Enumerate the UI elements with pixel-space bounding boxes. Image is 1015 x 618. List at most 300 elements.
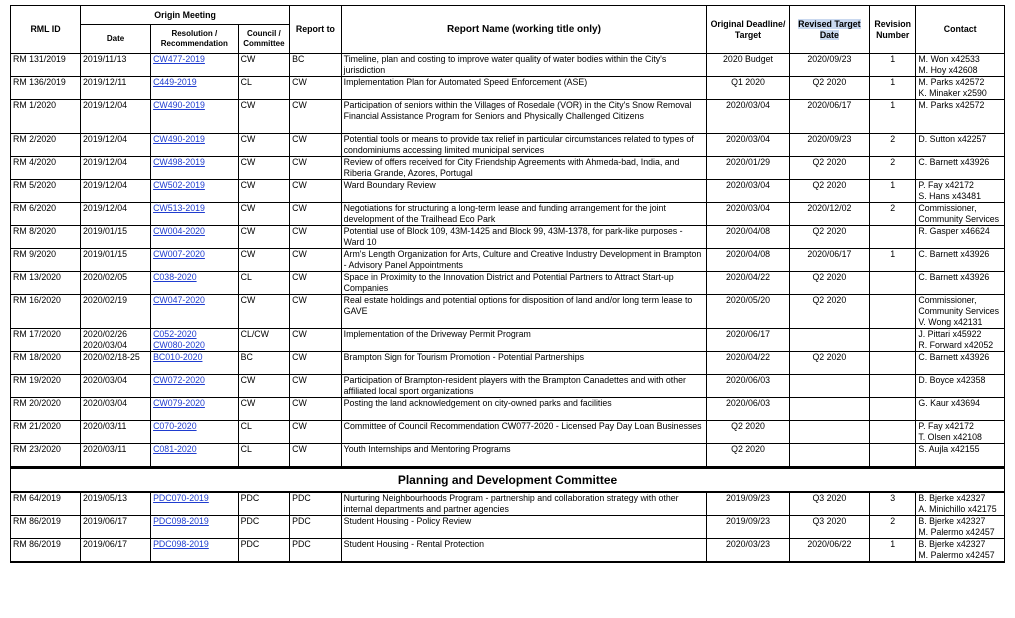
original-deadline-cell bbox=[707, 421, 789, 444]
revised-target-cell bbox=[789, 203, 869, 226]
header-report-name: Report Name (working title only) bbox=[341, 6, 707, 54]
table-body-planning bbox=[11, 492, 1005, 562]
revision-number-text: 1 bbox=[890, 180, 896, 190]
resolution-link[interactable]: C038-2020 bbox=[153, 272, 197, 282]
contact-text: R. Gasper x46624 bbox=[918, 226, 990, 236]
resolution-link[interactable]: BC010-2020 bbox=[153, 352, 203, 362]
contact-text: M. Palermo x42457 bbox=[918, 527, 995, 537]
rml-id-cell bbox=[11, 272, 81, 295]
table-row bbox=[11, 375, 1005, 398]
resolution-link[interactable]: PDC098-2019 bbox=[153, 539, 209, 549]
report-to-text: CW bbox=[292, 77, 307, 87]
date-text: 2019/01/15 bbox=[83, 226, 128, 236]
report-name-text: Posting the land acknowledgement on city-owned parks and facilities bbox=[343, 398, 612, 408]
contact-text: C. Barnett x43926 bbox=[918, 157, 990, 167]
rml-id-text: RM 23/2020 bbox=[13, 444, 61, 454]
council-committee-cell bbox=[238, 398, 290, 421]
revised-target-text: Q2 2020 bbox=[812, 226, 847, 236]
revised-target-cell bbox=[789, 54, 869, 77]
report-to-text: PDC bbox=[292, 493, 311, 503]
resolution-cell bbox=[151, 352, 239, 375]
resolution-cell bbox=[151, 203, 239, 226]
original-deadline-text: 2019/09/23 bbox=[725, 493, 770, 503]
report-to-text: CW bbox=[292, 272, 307, 282]
council-committee-text: CW bbox=[240, 398, 256, 408]
date-text: 2019/12/04 bbox=[83, 157, 128, 167]
rml-id-text: RM 86/2019 bbox=[13, 516, 61, 526]
original-deadline-text: 2020 Budget bbox=[723, 54, 773, 64]
resolution-link[interactable]: C070-2020 bbox=[153, 421, 197, 431]
report-name-cell bbox=[341, 329, 707, 352]
contact-text: M. Parks x42572 bbox=[918, 100, 985, 110]
report-name-cell bbox=[341, 539, 707, 563]
resolution-cell bbox=[151, 398, 239, 421]
report-name-text: Review of offers received for City Friendship Agreements with Ahmeda-bad, India, and Riberia Grande, Azores, Portugal bbox=[343, 157, 680, 178]
resolution-cell bbox=[151, 134, 239, 157]
contact-text: P. Fay x42172 bbox=[918, 421, 974, 431]
council-committee-cell bbox=[238, 329, 290, 352]
original-deadline-text: Q2 2020 bbox=[731, 421, 765, 431]
report-to-cell bbox=[290, 157, 342, 180]
contact-cell bbox=[916, 375, 1005, 398]
date-cell bbox=[81, 375, 151, 398]
council-committee-text: CL bbox=[240, 421, 252, 431]
report-tracking-table bbox=[10, 5, 1005, 563]
report-name-cell bbox=[341, 295, 707, 329]
resolution-link[interactable]: PDC098-2019 bbox=[153, 516, 209, 526]
revision-number-cell bbox=[870, 375, 916, 398]
revised-target-cell bbox=[789, 329, 869, 352]
resolution-link[interactable]: CW047-2020 bbox=[153, 295, 205, 305]
original-deadline-cell bbox=[707, 398, 789, 421]
revision-number-cell bbox=[870, 352, 916, 375]
date-cell bbox=[81, 203, 151, 226]
resolution-cell bbox=[151, 375, 239, 398]
original-deadline-cell bbox=[707, 375, 789, 398]
contact-text: V. Wong x42131 bbox=[918, 317, 983, 327]
resolution-cell bbox=[151, 54, 239, 77]
original-deadline-text: 2020/03/04 bbox=[725, 134, 770, 144]
council-committee-cell bbox=[238, 444, 290, 468]
report-to-cell bbox=[290, 352, 342, 375]
table-body-council bbox=[11, 54, 1005, 468]
revised-target-text: 2020/09/23 bbox=[807, 134, 852, 144]
header-report-to: Report to bbox=[290, 6, 342, 54]
revision-number-text: 1 bbox=[890, 54, 896, 64]
date-text: 2019/01/15 bbox=[83, 249, 128, 259]
table-row bbox=[11, 329, 1005, 352]
contact-cell bbox=[916, 352, 1005, 375]
table-row bbox=[11, 539, 1005, 563]
contact-text: M. Hoy x42608 bbox=[918, 65, 978, 75]
report-to-cell bbox=[290, 444, 342, 468]
original-deadline-text: 2020/03/04 bbox=[725, 100, 770, 110]
revision-number-text: 2 bbox=[890, 157, 896, 167]
revised-target-text: Q2 2020 bbox=[812, 272, 847, 282]
original-deadline-text: 2020/04/08 bbox=[725, 226, 770, 236]
resolution-link[interactable]: CW004-2020 bbox=[153, 226, 205, 236]
report-name-cell bbox=[341, 157, 707, 180]
table-row bbox=[11, 180, 1005, 203]
council-committee-cell bbox=[238, 54, 290, 77]
rml-id-text: RM 86/2019 bbox=[13, 539, 61, 549]
report-to-cell bbox=[290, 249, 342, 272]
report-to-text: CW bbox=[292, 352, 307, 362]
date-cell bbox=[81, 180, 151, 203]
revised-target-text: Q2 2020 bbox=[812, 180, 847, 190]
report-name-cell bbox=[341, 492, 707, 516]
contact-text: B. Bjerke x42327 bbox=[918, 516, 986, 526]
revised-target-cell bbox=[789, 295, 869, 329]
revision-number-cell bbox=[870, 421, 916, 444]
revision-number-cell bbox=[870, 180, 916, 203]
revision-number-cell bbox=[870, 539, 916, 563]
header-contact: Contact bbox=[916, 6, 1005, 54]
report-name-cell bbox=[341, 180, 707, 203]
rml-id-cell bbox=[11, 203, 81, 226]
report-to-text: CW bbox=[292, 329, 307, 339]
report-to-text: CW bbox=[292, 134, 307, 144]
contact-text: M. Parks x42572 bbox=[918, 77, 985, 87]
resolution-cell bbox=[151, 295, 239, 329]
report-to-cell bbox=[290, 516, 342, 539]
contact-text: Commissioner, Community Services bbox=[918, 203, 1000, 224]
rml-id-text: RM 2/2020 bbox=[13, 134, 57, 144]
council-committee-cell bbox=[238, 272, 290, 295]
date-cell bbox=[81, 492, 151, 516]
date-cell bbox=[81, 539, 151, 563]
council-committee-text: CL bbox=[240, 444, 252, 454]
date-cell bbox=[81, 226, 151, 249]
rml-id-text: RM 17/2020 bbox=[13, 329, 61, 339]
rml-id-text: RM 1/2020 bbox=[13, 100, 57, 110]
report-name-text: Space in Proximity to the Innovation District and Potential Partners to Attract Start-up Companies bbox=[343, 272, 674, 293]
contact-text: K. Minaker x2590 bbox=[918, 88, 987, 98]
revision-number-cell bbox=[870, 492, 916, 516]
rml-id-cell bbox=[11, 398, 81, 421]
revised-target-cell bbox=[789, 539, 869, 563]
revision-number-cell bbox=[870, 157, 916, 180]
contact-text: S. Hans x43481 bbox=[918, 191, 981, 201]
report-name-text: Brampton Sign for Tourism Promotion - Potential Partnerships bbox=[343, 352, 585, 362]
resolution-link[interactable]: CW007-2020 bbox=[153, 249, 205, 259]
contact-cell bbox=[916, 249, 1005, 272]
rml-id-text: RM 18/2020 bbox=[13, 352, 61, 362]
report-to-text: CW bbox=[292, 444, 307, 454]
original-deadline-cell bbox=[707, 226, 789, 249]
revised-target-cell bbox=[789, 421, 869, 444]
revision-number-cell bbox=[870, 77, 916, 100]
original-deadline-cell bbox=[707, 444, 789, 468]
original-deadline-cell bbox=[707, 352, 789, 375]
report-to-text: CW bbox=[292, 157, 307, 167]
contact-text: B. Bjerke x42327 bbox=[918, 539, 986, 549]
revision-number-text: 2 bbox=[890, 134, 896, 144]
rml-id-cell bbox=[11, 492, 81, 516]
revision-number-text: 1 bbox=[890, 249, 896, 259]
council-committee-cell bbox=[238, 157, 290, 180]
rml-id-text: RM 13/2020 bbox=[13, 272, 61, 282]
report-to-cell bbox=[290, 295, 342, 329]
date-text: 2019/12/11 bbox=[83, 77, 127, 87]
table-row bbox=[11, 272, 1005, 295]
original-deadline-text: 2020/01/29 bbox=[725, 157, 770, 167]
council-committee-text: CW bbox=[240, 226, 256, 236]
date-text: 2019/06/17 bbox=[83, 539, 128, 549]
revision-number-cell bbox=[870, 100, 916, 134]
header-revision-number: Revision Number bbox=[870, 6, 916, 54]
resolution-link[interactable]: CW477-2019 bbox=[153, 54, 205, 64]
revision-number-cell bbox=[870, 226, 916, 249]
report-to-cell bbox=[290, 272, 342, 295]
date-text: 2019/12/04 bbox=[83, 134, 128, 144]
original-deadline-text: Q1 2020 bbox=[731, 77, 765, 87]
rml-id-cell bbox=[11, 249, 81, 272]
header-council-committee: Council / Committee bbox=[238, 25, 290, 54]
resolution-link[interactable]: CW513-2019 bbox=[153, 203, 205, 213]
revised-target-cell bbox=[789, 375, 869, 398]
revised-target-cell bbox=[789, 516, 869, 539]
original-deadline-cell bbox=[707, 100, 789, 134]
original-deadline-cell bbox=[707, 272, 789, 295]
report-to-cell bbox=[290, 180, 342, 203]
report-name-text: Potential tools or means to provide tax relief in particular circumstances related to types of condominiums accessing limited municipal services bbox=[343, 134, 694, 155]
resolution-link[interactable]: CW502-2019 bbox=[153, 180, 205, 190]
rml-id-text: RM 5/2020 bbox=[13, 180, 57, 190]
report-name-text: Potential use of Block 109, 43M-1425 and Block 99, 43M-1378, for park-like purposes - Ward 10 bbox=[343, 226, 683, 247]
council-committee-text: PDC bbox=[240, 539, 260, 549]
revised-target-cell bbox=[789, 157, 869, 180]
original-deadline-text: 2020/06/03 bbox=[725, 375, 770, 385]
header-date: Date bbox=[81, 25, 151, 54]
resolution-link[interactable]: C052-2020 bbox=[153, 329, 197, 339]
date-cell bbox=[81, 100, 151, 134]
table-row bbox=[11, 249, 1005, 272]
contact-text: D. Sutton x42257 bbox=[918, 134, 987, 144]
resolution-link[interactable]: CW072-2020 bbox=[153, 375, 205, 385]
resolution-link[interactable]: PDC070-2019 bbox=[153, 493, 209, 503]
contact-text: C. Barnett x43926 bbox=[918, 352, 990, 362]
resolution-link[interactable]: C081-2020 bbox=[153, 444, 197, 454]
report-name-text: Implementation Plan for Automated Speed Enforcement (ASE) bbox=[343, 77, 588, 87]
report-name-text: Arm's Length Organization for Arts, Culture and Creative Industry Development in Brampton - Advisory Panel Appointments bbox=[343, 249, 702, 270]
report-name-cell bbox=[341, 100, 707, 134]
revision-number-cell bbox=[870, 444, 916, 468]
table-header bbox=[11, 6, 1005, 54]
council-committee-text: CW bbox=[240, 157, 256, 167]
report-tracking-table-container bbox=[10, 5, 1005, 563]
council-committee-text: CL bbox=[240, 77, 252, 87]
resolution-link[interactable]: C449-2019 bbox=[153, 77, 197, 87]
report-name-cell bbox=[341, 375, 707, 398]
council-committee-text: BC bbox=[240, 352, 253, 362]
council-committee-text: CW bbox=[240, 54, 256, 64]
contact-text: T. Olsen x42108 bbox=[918, 432, 982, 442]
report-to-text: CW bbox=[292, 180, 307, 190]
rml-id-text: RM 21/2020 bbox=[13, 421, 61, 431]
report-name-cell bbox=[341, 77, 707, 100]
revision-number-text: 1 bbox=[890, 539, 896, 549]
council-committee-cell bbox=[238, 375, 290, 398]
resolution-link[interactable]: CW490-2019 bbox=[153, 134, 205, 144]
council-committee-cell bbox=[238, 295, 290, 329]
original-deadline-cell bbox=[707, 295, 789, 329]
council-committee-cell bbox=[238, 421, 290, 444]
contact-cell bbox=[916, 539, 1005, 563]
table-row bbox=[11, 492, 1005, 516]
date-text: 2019/11/13 bbox=[83, 54, 127, 64]
original-deadline-cell bbox=[707, 492, 789, 516]
original-deadline-text: 2019/09/23 bbox=[725, 516, 770, 526]
resolution-link[interactable]: CW498-2019 bbox=[153, 157, 205, 167]
resolution-cell bbox=[151, 492, 239, 516]
report-to-text: BC bbox=[292, 54, 305, 64]
report-name-text: Student Housing - Policy Review bbox=[343, 516, 472, 526]
council-committee-text: CW bbox=[240, 134, 256, 144]
council-committee-text: CW bbox=[240, 100, 256, 110]
council-committee-cell bbox=[238, 516, 290, 539]
contact-cell bbox=[916, 516, 1005, 539]
resolution-link[interactable]: CW080-2020 bbox=[153, 340, 205, 350]
contact-text: Commissioner, Community Services bbox=[918, 295, 1000, 316]
original-deadline-text: 2020/06/17 bbox=[725, 329, 770, 339]
rml-id-text: RM 64/2019 bbox=[13, 493, 61, 503]
report-to-text: CW bbox=[292, 203, 307, 213]
table-row bbox=[11, 157, 1005, 180]
table-row bbox=[11, 226, 1005, 249]
council-committee-cell bbox=[238, 352, 290, 375]
date-cell bbox=[81, 295, 151, 329]
report-to-text: CW bbox=[292, 249, 307, 259]
table-row bbox=[11, 421, 1005, 444]
contact-cell bbox=[916, 180, 1005, 203]
revised-target-cell bbox=[789, 444, 869, 468]
resolution-cell bbox=[151, 157, 239, 180]
report-to-cell bbox=[290, 226, 342, 249]
rml-id-cell bbox=[11, 54, 81, 77]
section-title-planning-development: Planning and Development Committee bbox=[11, 468, 1005, 493]
resolution-cell bbox=[151, 249, 239, 272]
contact-cell bbox=[916, 329, 1005, 352]
contact-text: M. Won x42533 bbox=[918, 54, 980, 64]
rml-id-cell bbox=[11, 295, 81, 329]
rml-id-cell bbox=[11, 375, 81, 398]
rml-id-cell bbox=[11, 444, 81, 468]
header-origin-meeting: Origin Meeting bbox=[81, 6, 290, 25]
resolution-cell bbox=[151, 516, 239, 539]
table-row bbox=[11, 516, 1005, 539]
resolution-cell bbox=[151, 226, 239, 249]
council-committee-cell bbox=[238, 77, 290, 100]
date-cell bbox=[81, 77, 151, 100]
revision-number-cell bbox=[870, 54, 916, 77]
original-deadline-text: 2020/04/22 bbox=[725, 352, 770, 362]
council-committee-cell bbox=[238, 249, 290, 272]
council-committee-cell bbox=[238, 226, 290, 249]
contact-cell bbox=[916, 272, 1005, 295]
original-deadline-text: 2020/03/04 bbox=[725, 203, 770, 213]
report-name-text: Negotiations for structuring a long-term lease and funding arrangement for the joint development of the Trailhead Eco Park bbox=[343, 203, 666, 224]
revised-target-cell bbox=[789, 398, 869, 421]
report-to-text: CW bbox=[292, 295, 307, 305]
revised-target-cell bbox=[789, 134, 869, 157]
report-name-cell bbox=[341, 226, 707, 249]
contact-cell bbox=[916, 492, 1005, 516]
report-to-cell bbox=[290, 54, 342, 77]
contact-cell bbox=[916, 398, 1005, 421]
contact-text: C. Barnett x43926 bbox=[918, 272, 990, 282]
date-cell bbox=[81, 516, 151, 539]
revised-target-cell bbox=[789, 226, 869, 249]
rml-id-text: RM 16/2020 bbox=[13, 295, 61, 305]
original-deadline-cell bbox=[707, 249, 789, 272]
contact-text: A. Minichillo x42175 bbox=[918, 504, 997, 514]
date-text: 2020/02/05 bbox=[83, 272, 128, 282]
resolution-cell bbox=[151, 77, 239, 100]
report-to-cell bbox=[290, 329, 342, 352]
revision-number-cell bbox=[870, 203, 916, 226]
date-text: 2019/12/04 bbox=[83, 180, 128, 190]
contact-cell bbox=[916, 421, 1005, 444]
date-cell bbox=[81, 352, 151, 375]
revised-target-cell bbox=[789, 180, 869, 203]
rml-id-text: RM 9/2020 bbox=[13, 249, 57, 259]
report-to-cell bbox=[290, 492, 342, 516]
original-deadline-text: 2020/04/22 bbox=[725, 272, 770, 282]
report-name-cell bbox=[341, 398, 707, 421]
original-deadline-text: 2020/06/03 bbox=[725, 398, 770, 408]
date-cell bbox=[81, 157, 151, 180]
council-committee-cell bbox=[238, 539, 290, 563]
revision-number-text: 2 bbox=[890, 203, 896, 213]
contact-cell bbox=[916, 77, 1005, 100]
date-cell bbox=[81, 444, 151, 468]
resolution-cell bbox=[151, 329, 239, 352]
rml-id-text: RM 131/2019 bbox=[13, 54, 66, 64]
report-to-cell bbox=[290, 100, 342, 134]
report-name-text: Youth Internships and Mentoring Programs bbox=[343, 444, 511, 454]
council-committee-text: CL bbox=[240, 272, 252, 282]
header-revised-target bbox=[789, 6, 869, 54]
table-row bbox=[11, 398, 1005, 421]
rml-id-cell bbox=[11, 516, 81, 539]
original-deadline-cell bbox=[707, 54, 789, 77]
table-row bbox=[11, 134, 1005, 157]
report-to-text: CW bbox=[292, 100, 307, 110]
rml-id-text: RM 136/2019 bbox=[13, 77, 66, 87]
original-deadline-text: Q2 2020 bbox=[731, 444, 765, 454]
revised-target-cell bbox=[789, 492, 869, 516]
report-name-cell bbox=[341, 444, 707, 468]
report-to-cell bbox=[290, 375, 342, 398]
revised-target-cell bbox=[789, 100, 869, 134]
report-to-cell bbox=[290, 134, 342, 157]
date-text: 2020/02/26 bbox=[83, 329, 128, 339]
resolution-link[interactable]: CW079-2020 bbox=[153, 398, 205, 408]
table-row bbox=[11, 203, 1005, 226]
resolution-link[interactable]: CW490-2019 bbox=[153, 100, 205, 110]
report-name-text: Ward Boundary Review bbox=[343, 180, 436, 190]
contact-text: C. Barnett x43926 bbox=[918, 249, 990, 259]
original-deadline-cell bbox=[707, 329, 789, 352]
date-text: 2020/03/11 bbox=[83, 421, 127, 431]
original-deadline-cell bbox=[707, 539, 789, 563]
report-name-cell bbox=[341, 249, 707, 272]
contact-text: R. Forward x42052 bbox=[918, 340, 994, 350]
report-name-text: Real estate holdings and potential options for disposition of land and/or long term lease to GAVE bbox=[343, 295, 693, 316]
contact-text: S. Aujla x42155 bbox=[918, 444, 980, 454]
date-text: 2020/03/04 bbox=[83, 375, 128, 385]
